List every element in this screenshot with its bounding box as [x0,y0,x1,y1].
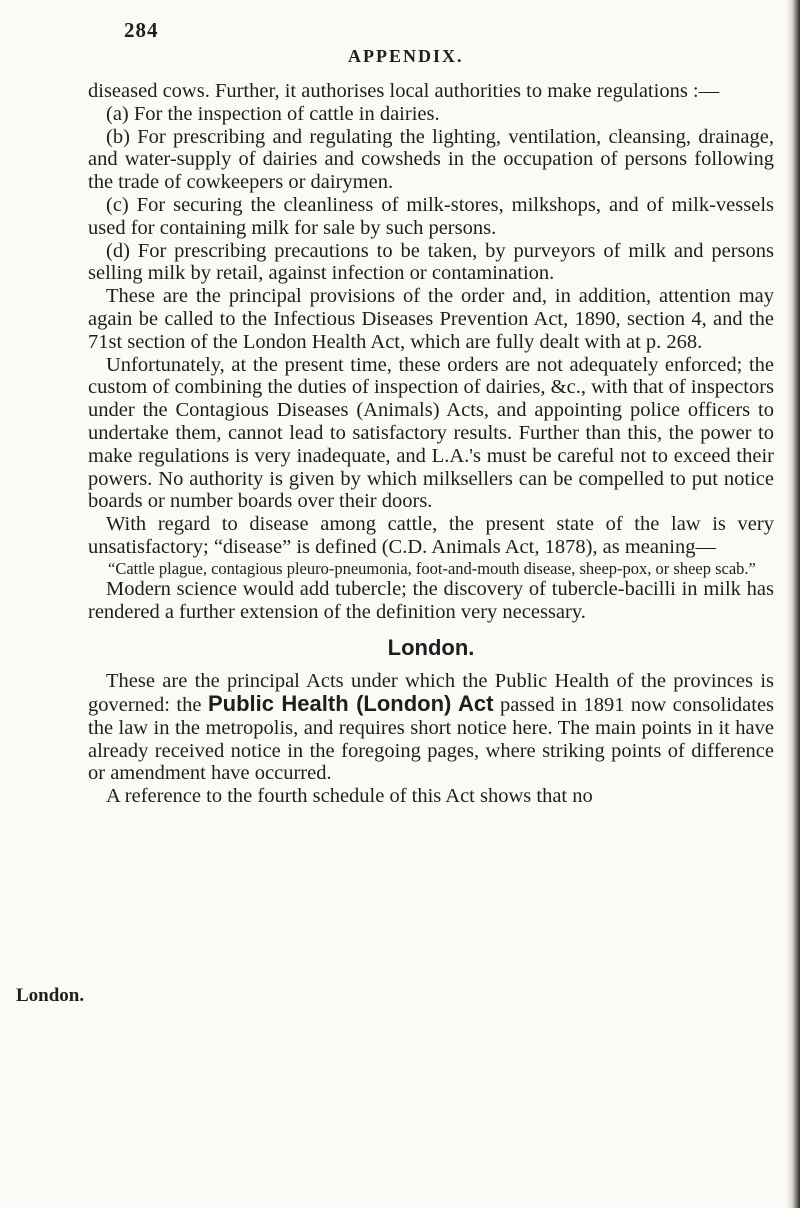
page-edge-shadow [786,0,800,1208]
paragraph: Modern science would add tubercle; the discovery of tubercle-bacilli in milk has rendered a further extension of the definition very necessary. [88,577,774,623]
list-item-d: (d) For prescribing precautions to be taken, by purveyors of milk and persons selling milk by retail, against infection or contamination. [88,239,774,285]
list-item-b: (b) For prescribing and regulating the lighting, ventilation, cleansing, drainage, and water-supply of dairies and cowsheds in the occupation of persons following the trade of cowkeepers or dairymen. [88,125,774,194]
list-item-c: (c) For securing the cleanliness of milk-stores, milkshops, and of milk-vessels used for containing milk for sale by such persons. [88,193,774,239]
page-number: 284 [124,18,159,42]
margin-note: London. [16,985,85,1006]
paragraph-text: passed in 1891 now consolidates the law in the metropolis, and requires short notice here. The main points in it have already received notice in the foregoing pages, where striking points of difference or amendment have occurred. [88,693,775,785]
body-text [88,80,774,808]
paragraph: diseased cows. Further, it authorises local authorities to make regulations :— [88,80,720,102]
block-quote: “Cattle plague, contagious pleuro-pneumonia, foot-and-mouth disease, sheep-pox, or sheep scab.” [108,558,756,578]
list-item-a: (a) For the inspection of cattle in dairies. [106,102,440,125]
section-heading: London. [387,635,475,661]
paragraph: With regard to disease among cattle, the present state of the law is very unsatisfactory; “disease” is defined (C.D. Animals Act, 1878), as meaning— [88,513,774,558]
paragraph: These are the principal provisions of the order and, in addition, attention may again be called to the Infectious Diseases Prevention Act, 1890, section 4, and the 71st section of the London Health Act, which are fully dealt with at p. 268. [88,285,774,353]
running-head: APPENDIX. [348,46,464,66]
act-title: Public Health (London) Act [207,690,494,716]
paragraph: Unfortunately, at the present time, these orders are not adequately enforced; the custom of combining the duties of inspection of dairies, &c., with that of inspectors under the Contagious Diseases (Animals) Acts, and appointing police officers to undertake them, cannot lead to satisfactory results. Further than this, the power to make regulations is very inadequate, and L.A.'s must be careful not to exceed their powers. No authority is given by which milksellers can be compelled to put notice boards or number boards over their doors. [88,353,774,513]
paragraph-text: These are the principal Acts under which the Public Health of the provinces is governed: the [88,670,774,716]
paragraph [88,670,774,785]
paragraph: A reference to the fourth schedule of this Act shows that no [106,785,593,808]
page-header [0,8,800,48]
